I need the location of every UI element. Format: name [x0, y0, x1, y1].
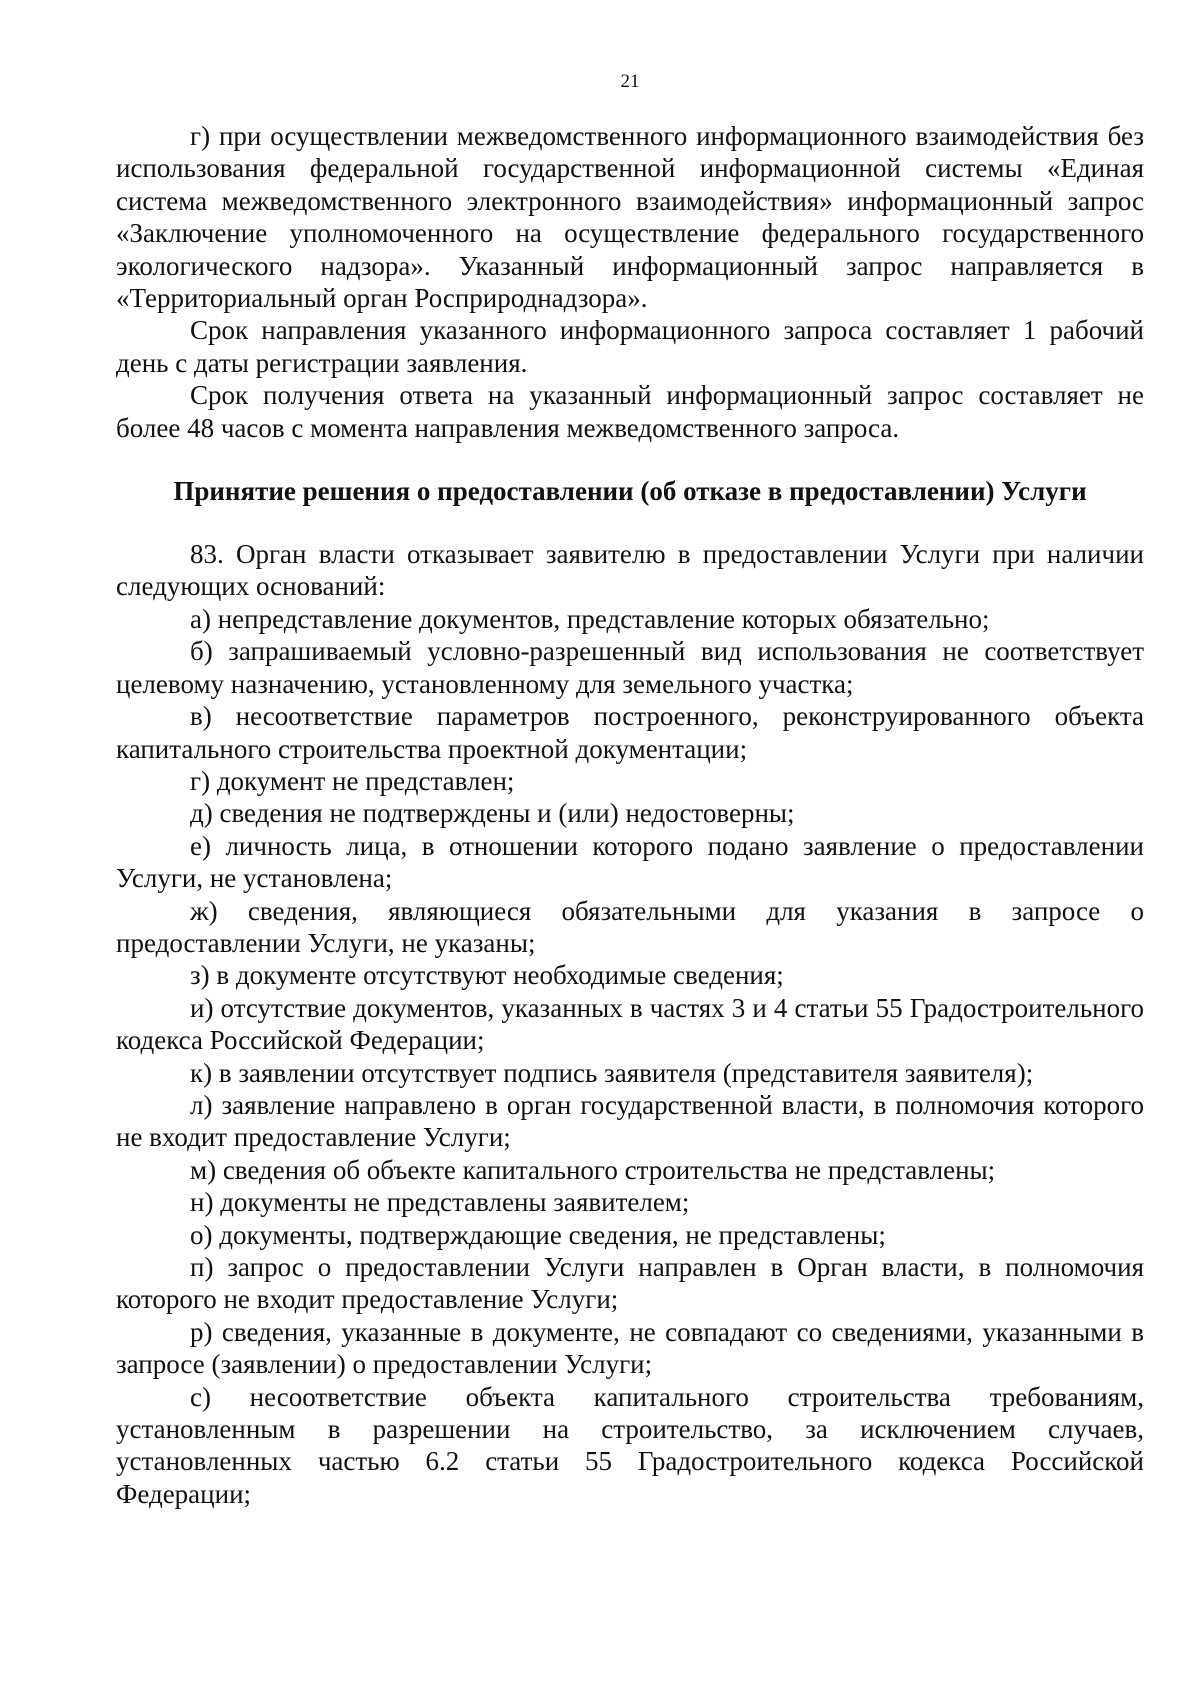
- refusal-ground-l: л) заявление направлено в орган государственной власти, в полномочия которого не входит предоставление Услуги;: [116, 1089, 1144, 1153]
- refusal-ground-g: г) документ не представлен;: [190, 765, 515, 796]
- paragraph-response-deadline: Срок получения ответа на указанный информационный запрос составляет не более 48 часов с момента направления межведомственного запроса.: [116, 380, 1144, 443]
- paragraph-request-deadline: Срок направления указанного информационного запроса составляет 1 рабочий день с даты регистрации заявления.: [116, 315, 1144, 378]
- refusal-ground-v: в) несоответствие параметров построенного, реконструированного объекта капитального строительства проектной документации;: [116, 701, 1144, 764]
- refusal-ground-s: с) несоответствие объекта капитального строительства требованиям, установленным в разрешении на строительство, за исключением случаев, установленных частью 6.2 статьи 55 Градостроительного кодекса Российской Федерации;: [116, 1381, 1144, 1509]
- document-body: [116, 120, 1144, 1510]
- refusal-ground-o: о) документы, подтверждающие сведения, не представлены;: [190, 1219, 886, 1250]
- refusal-ground-m: м) сведения об объекте капитального строительства не представлены;: [190, 1154, 996, 1185]
- paragraph-83-intro: 83. Орган власти отказывает заявителю в предоставлении Услуги при наличии следующих оснований:: [116, 539, 1144, 602]
- paragraph-interagency-request: г) при осуществлении межведомственного информационного взаимодействия без использования федеральной государственной информационной системы «Единая система межведомственного электронного взаимодействия» информационный запрос «Заключение уполномоченного на осуществление федерального государственного экологического надзора». Указанный информационный запрос направляется в «Территориальный орган Росприроднадзора».: [116, 121, 1144, 314]
- refusal-ground-zh: ж) сведения, являющиеся обязательными для указания в запросе о предоставлении Услуги, не указаны;: [116, 895, 1144, 958]
- page-number: 21: [620, 71, 640, 92]
- refusal-ground-r: р) сведения, указанные в документе, не совпадают со сведениями, указанными в запросе (заявлении) о предоставлении Услуги;: [116, 1316, 1144, 1380]
- refusal-ground-k: к) в заявлении отсутствует подпись заявителя (представителя заявителя);: [190, 1057, 1034, 1088]
- refusal-ground-p: п) запрос о предоставлении Услуги направлен в Орган власти, в полномочия которого не входит предоставление Услуги;: [116, 1252, 1144, 1315]
- refusal-ground-i: и) отсутствие документов, указанных в частях 3 и 4 статьи 55 Градостроительного кодекса Российской Федерации;: [116, 992, 1144, 1056]
- refusal-ground-d: д) сведения не подтверждены и (или) недостоверны;: [190, 798, 795, 829]
- refusal-ground-b: б) запрашиваемый условно-разрешенный вид использования не соответствует целевому назначению, установленному для земельного участка;: [116, 636, 1144, 699]
- refusal-ground-z: з) в документе отсутствуют необходимые сведения;: [190, 960, 784, 991]
- section-heading: Принятие решения о предоставлении (об отказе в предоставлении) Услуги: [173, 476, 1087, 507]
- refusal-ground-n: н) документы не представлены заявителем;: [190, 1187, 690, 1218]
- refusal-ground-a: а) непредставление документов, представление которых обязательно;: [190, 603, 990, 634]
- refusal-ground-e: е) личность лица, в отношении которого подано заявление о предоставлении Услуги, не установлена;: [116, 830, 1144, 894]
